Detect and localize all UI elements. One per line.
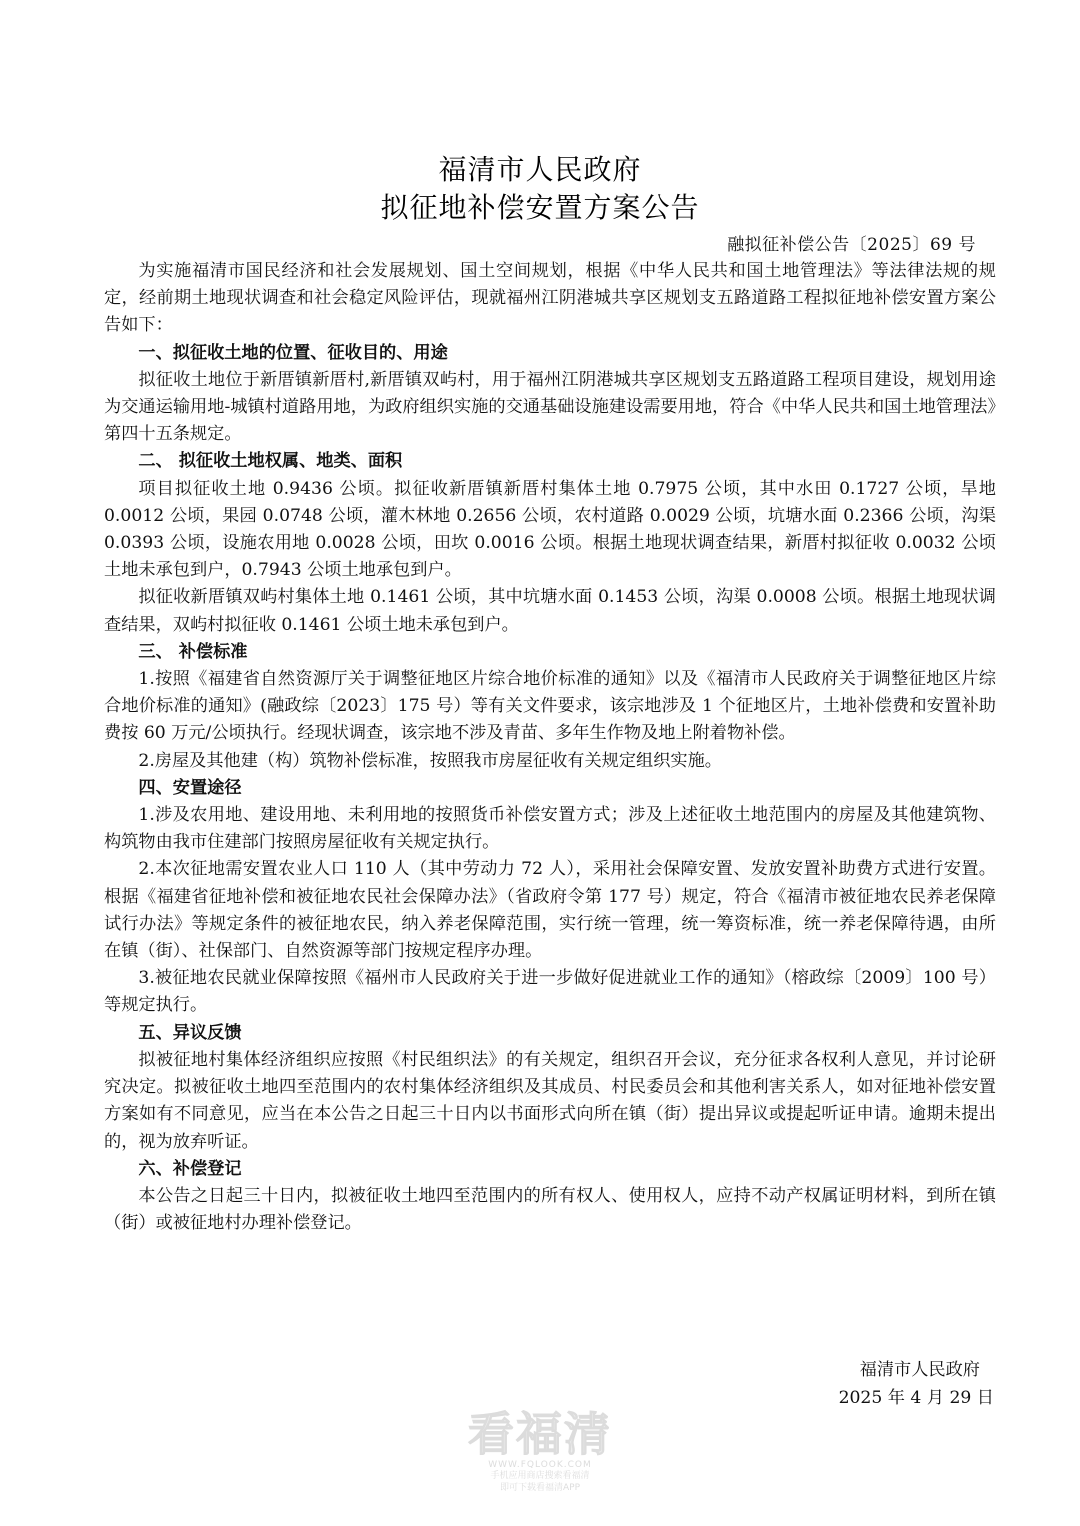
section-heading-5: 五、异议反馈 <box>138 1022 242 1043</box>
signature-org: 福清市人民政府 <box>859 1360 980 1380</box>
section-3-paragraph-1: 1.按照《福建省自然资源厅关于调整征地区片综合地价标准的通知》以及《福清市人民政府关于调整征地区片综合地价标准的通知》(融政综〔2023〕175 号）等有关文件要求，该宗地涉及 1 个征地区片，土地补偿费和安置补助费按 60 万元/公顷执行。经现状调查，该宗地不涉及青苗、多年生作物及地上附着物补偿。 <box>104 669 996 744</box>
intro-paragraph: 为实施福清市国民经济和社会发展规划、国土空间规划，根据《中华人民共和国土地管理法》等法律法规的规定，经前期土地现状调查和社会稳定风险评估，现就福州江阴港城共享区规划支五路道路工程拟征地补偿安置方案公告如下： <box>104 261 996 336</box>
section-1-paragraph: 拟征收土地位于新厝镇新厝村,新厝镇双屿村，用于福州江阴港城共享区规划支五路道路工程项目建设，规划用途为交通运输用地-城镇村道路用地，为政府组织实施的交通基础设施建设需要用地，符合《中华人民共和国土地管理法》第四十五条规定。 <box>104 369 996 445</box>
watermark-url: WWW.FQLOOK.COM <box>488 1460 592 1470</box>
page-title-subject: 拟征地补偿安置方案公告 <box>380 191 700 224</box>
watermark-line-1: 手机应用商店搜索看福清 <box>490 1471 590 1481</box>
section-4-paragraph-3: 3.被征地农民就业保障按照《福州市人民政府关于进一步做好促进就业工作的通知》（榕政综〔2009〕100 号）等规定执行。 <box>104 968 996 1016</box>
section-heading-1: 一、拟征收土地的位置、征收目的、用途 <box>138 342 448 363</box>
signature-block <box>839 1356 994 1412</box>
watermark <box>440 1407 640 1494</box>
section-6-paragraph: 本公告之日起三十日内，拟被征收土地四至范围内的所有权人、使用权人，应持不动产权属证明材料，到所在镇（街）或被征地村办理补偿登记。 <box>104 1185 996 1234</box>
watermark-logo: 看福清 <box>468 1407 612 1461</box>
section-2-paragraph-2: 拟征收新厝镇双屿村集体土地 0.1461 公顷，其中坑塘水面 0.1453 公顷，沟渠 0.0008 公顷。根据土地现状调查结果，双屿村拟征收 0.1461 公顷土地未承包到户。 <box>104 587 996 635</box>
section-heading-6: 六、补偿登记 <box>138 1158 242 1179</box>
section-4-paragraph-1: 1.涉及农用地、建设用地、未利用地的按照货币补偿安置方式；涉及上述征收土地范围内的房屋及其他建筑物、构筑物由我市住建部门按照房屋征收有关规定执行。 <box>104 805 996 853</box>
watermark-line-2: 即可下载看福清APP <box>499 1483 580 1493</box>
section-heading-3: 三、 补偿标准 <box>138 641 248 662</box>
section-2-paragraph-1: 项目拟征收土地 0.9436 公顷。拟征收新厝镇新厝村集体土地 0.7975 公顷，其中水田 0.1727 公顷，旱地 0.0012 公顷，果园 0.0748 公顷，灌木林地 0.2656 公顷，农村道路 0.0029 公顷，坑塘水面 0.2366 公顷，沟渠 0.0393 公顷，设施农用地 0.0028 公顷，田坎 0.0016 公顷。根据土地现状调查结果，新厝村拟征收 0.0032 公顷土地未承包到户，0.7943 公顷土地承包到户。 <box>104 478 996 581</box>
document-number: 融拟征补偿公告〔2025〕69 号 <box>727 235 976 255</box>
page-title-issuer: 福清市人民政府 <box>438 153 642 186</box>
section-3-paragraph-2: 2.房屋及其他建（构）筑物补偿标准，按照我市房屋征收有关规定组织实施。 <box>138 750 722 771</box>
announcement-body <box>104 258 996 1237</box>
section-5-paragraph: 拟被征地村集体经济组织应按照《村民组织法》的有关规定，组织召开会议，充分征求各权利人意见，并讨论研究决定。拟被征收土地四至范围内的农村集体经济组织及其成员、村民委员会和其他利害关系人，如对征地补偿安置方案如有不同意见，应当在本公告之日起三十日内以书面形式向所在镇（街）提出异议或提起听证申请。逾期未提出的，视为放弃听证。 <box>104 1049 996 1152</box>
section-4-paragraph-2: 2.本次征地需安置农业人口 110 人（其中劳动力 72 人），采用社会保障安置、发放安置补助费方式进行安置。根据《福建省征地补偿和被征地农民社会保障办法》（省政府令第 177 号）规定，符合《福清市被征地农民养老保障试行办法》等规定条件的被征地农民，纳入养老保障范围，实行统一管理，统一筹资标准，统一养老保障待遇，由所在镇（街）、社保部门、自然资源等部门按规定程序办理。 <box>104 859 996 962</box>
section-heading-2: 二、 拟征收土地权属、地类、面积 <box>138 451 403 472</box>
signature-date: 2025 年 4 月 29 日 <box>838 1388 994 1408</box>
section-heading-4: 四、安置途径 <box>138 777 242 798</box>
